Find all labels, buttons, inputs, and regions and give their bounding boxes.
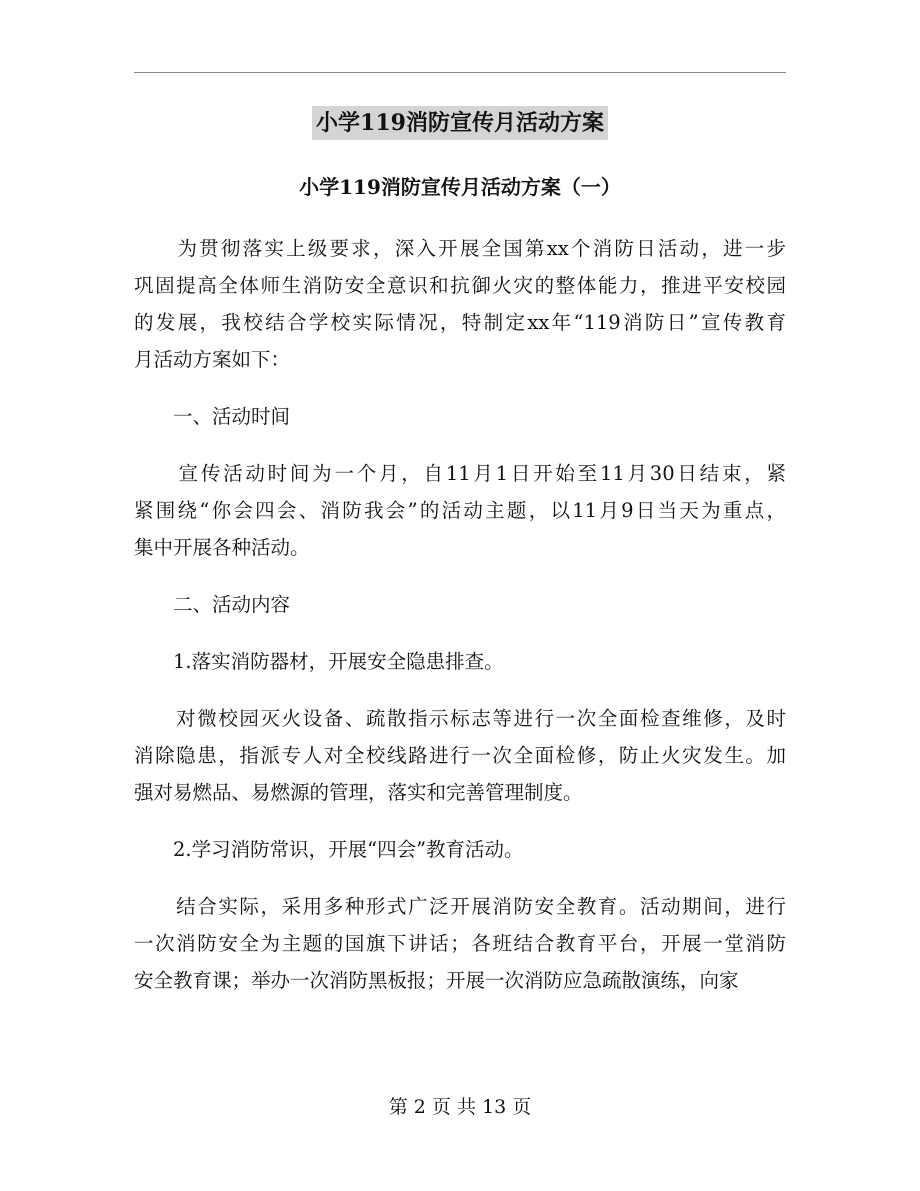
paragraph-line: 2.学习消防常识，开展“四会”教育活动。 — [134, 838, 524, 861]
paragraph-line: 消除隐患，指派专人对全校线路进行一次全面检修，防止火灾发生。加 — [134, 744, 786, 767]
document-body — [134, 230, 786, 1019]
paragraph — [134, 888, 786, 999]
header-rule — [134, 72, 786, 73]
paragraph-line: 的发展，我校结合学校实际情况，特制定xx年“119消防日”宣传教育 — [134, 311, 786, 334]
page-footer: 第 2 页 共 13 页 — [388, 1096, 532, 1118]
paragraph — [134, 230, 786, 378]
paragraph-line: 紧围绕“你会四会、消防我会”的活动主题，以11月9日当天为重点， — [134, 499, 786, 522]
paragraph-line: 结合实际，采用多种形式广泛开展消防安全教育。活动期间，进行 — [134, 895, 786, 918]
paragraph — [134, 700, 786, 811]
paragraph — [134, 398, 786, 435]
paragraph-line: 宣传活动时间为一个月，自11月1日开始至11月30日结束，紧 — [134, 462, 786, 485]
paragraph-line: 对微校园灭火设备、疏散指示标志等进行一次全面检查维修，及时 — [134, 707, 786, 730]
paragraph-line: 1.落实消防器材，开展安全隐患排查。 — [134, 650, 504, 673]
paragraph-line: 月活动方案如下： — [134, 348, 291, 371]
page-title: 小学119消防宣传月活动方案 — [312, 106, 608, 140]
paragraph — [134, 643, 786, 680]
paragraph — [134, 831, 786, 868]
paragraph-line: 强对易燃品、易燃源的管理，落实和完善管理制度。 — [134, 781, 583, 804]
paragraph-line: 二、活动内容 — [134, 593, 291, 616]
paragraph-line: 巩固提高全体师生消防安全意识和抗御火灾的整体能力，推进平安校园 — [134, 274, 786, 297]
paragraph-line: 安全教育课；举办一次消防黑板报；开展一次消防应急疏散演练，向家 — [134, 969, 739, 992]
page-title-wrapper — [0, 106, 920, 140]
section-title: 小学119消防宣传月活动方案（一） — [299, 175, 621, 199]
paragraph-line: 为贯彻落实上级要求，深入开展全国第xx个消防日活动，进一步 — [134, 237, 786, 260]
paragraph — [134, 455, 786, 566]
paragraph-line: 一、活动时间 — [134, 405, 291, 428]
paragraph — [134, 586, 786, 623]
paragraph-line: 一次消防安全为主题的国旗下讲话；各班结合教育平台，开展一堂消防 — [134, 932, 786, 955]
paragraph-line: 集中开展各种活动。 — [134, 536, 310, 559]
